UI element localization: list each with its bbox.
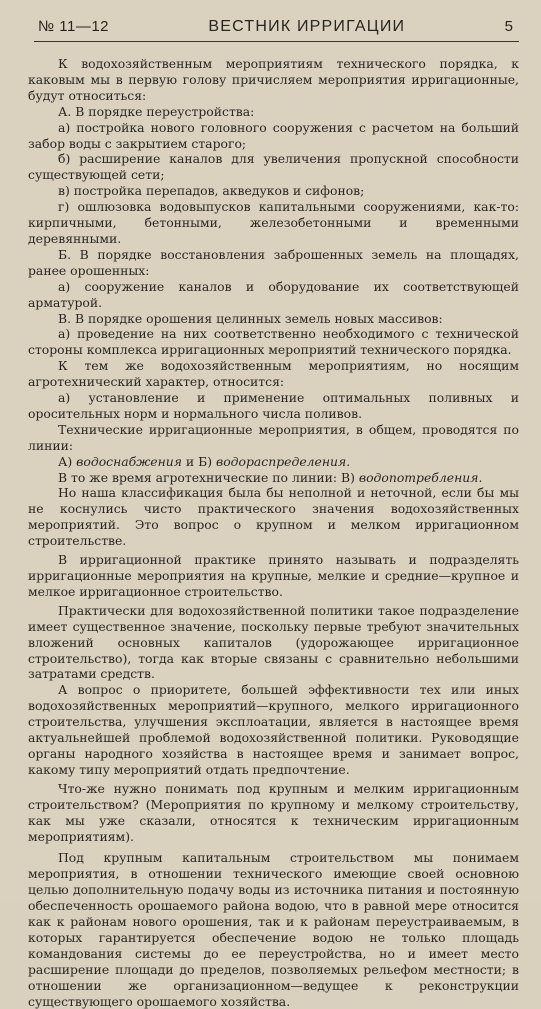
paragraph: К тем же водохозяйственным мероприятиям, но носящим агротехнический характер, относится: <box>28 358 519 390</box>
paragraph: Что-же нужно понимать под крупным и мелким ирригационным строительством? (Мероприятия по крупному и мелкому строительству, как мы уже сказали, относятся к техническим ирригационным мероприятиям). <box>28 780 519 844</box>
paragraph: К водохозяйственным мероприятиям технического порядка, к каковым мы в первую голову причисляем мероприятия ирригационные, будут относиться: <box>28 56 519 103</box>
italic-term: водопотребления <box>358 469 479 485</box>
paragraph: А. В порядке переустройства: <box>58 103 255 119</box>
paragraph: А вопрос о приоритете, большей эффективности тех или иных водохозяйственных мероприятий—крупного, мелкого ирригационного строительства, улучшения эксплоатации, является в настоящее время актуальнейшей проблемой водохозяйственной политики. Руководящие органы народного хозяйства в настоящее время и занимает вопрос, какому типу мероприятий отдать предпочтение. <box>28 682 519 777</box>
issue-number: № 11—12 <box>38 18 110 35</box>
paragraph: Технические ирригационные мероприятия, в общем, проводятся по линии: <box>28 421 519 453</box>
page-number: 5 <box>504 18 513 35</box>
paragraph: б) расширение каналов для увеличения пропускной способности существующей сети; <box>28 151 519 183</box>
paragraph: Под крупным капитальным строительством мы понимаем мероприятия, в отношении технического имеющие своей основною целью дополнительную подачу воды из источника питания и постоянную обеспеченность орошаемого района водою, что в равной мере относится как к районам нового орошения, так и к районам переустраиваемым, в которых гарантируется обеспечение водою не только площадь командования системы до ее переустройства, но и имеет место расширение площади до пределов, позволяемых рельефом местности; в отношении же организационном—ведущее к реконструкции существующего орошаемого хозяйства. <box>28 850 519 1009</box>
paragraph: а) проведение на них соответственно необходимого с технической стороны комплекса ирригационных мероприятий технического порядка. <box>28 326 519 358</box>
paragraph <box>28 454 519 470</box>
paragraph: а) постройка нового головного сооружения с расчетом на больший забор воды с закрытием старого; <box>28 119 519 151</box>
paragraph: Практически для водохозяйственной политики такое подразделение имеет существенное значение, поскольку первые требуют значительных вложений основных капиталов (удорожающее ирригационное строительство), тогда как вторые связаны с сравнительно небольшими затратами средств. <box>28 602 519 682</box>
paragraph <box>28 470 519 486</box>
journal-title: ВЕСТНИК ИРРИГАЦИИ <box>208 18 406 35</box>
text-run: А) <box>58 453 77 469</box>
text-run: В то же время агротехнические по линии: В) <box>58 469 359 485</box>
paragraph: В ирригационной практике принято называть и подразделять ирригационные мероприятия на крупные, мелкие и средние—крупное и мелкое ирригационное строительство. <box>28 552 519 599</box>
page-header <box>28 18 519 36</box>
paragraph: Б. В порядке восстановления заброшенных земель на площадях, ранее орошенных: <box>28 246 519 278</box>
italic-term: водоснабжения <box>76 453 182 469</box>
text-run: и Б) <box>181 453 216 469</box>
header-rule <box>34 41 519 42</box>
text-run: . <box>478 469 483 485</box>
article-body <box>28 56 519 1009</box>
paragraph: а) установление и применение оптимальных поливных и оросительных норм и нормального числа поливов. <box>28 390 519 421</box>
paragraph: г) ошлюзовка водовыпусков капитальными сооружениями, как-то: кирпичными, бетонными, железобетонными и временными деревянными. <box>28 199 519 246</box>
italic-term: водораспределения <box>216 453 347 469</box>
paragraph: Но наша классификация была бы неполной и неточной, если бы мы не коснулись чисто практического значения водохозяйственных мероприятий. Это вопрос о крупном и мелком ирригационном строительстве. <box>28 485 519 549</box>
paragraph: а) сооружение каналов и оборудование их соответствующей арматурой. <box>28 278 519 310</box>
paragraph: В. В порядке орошения целинных земель новых массивов: <box>58 310 443 326</box>
text-run: . <box>346 453 351 469</box>
paragraph: в) постройка перепадов, акведуков и сифонов; <box>58 183 365 199</box>
